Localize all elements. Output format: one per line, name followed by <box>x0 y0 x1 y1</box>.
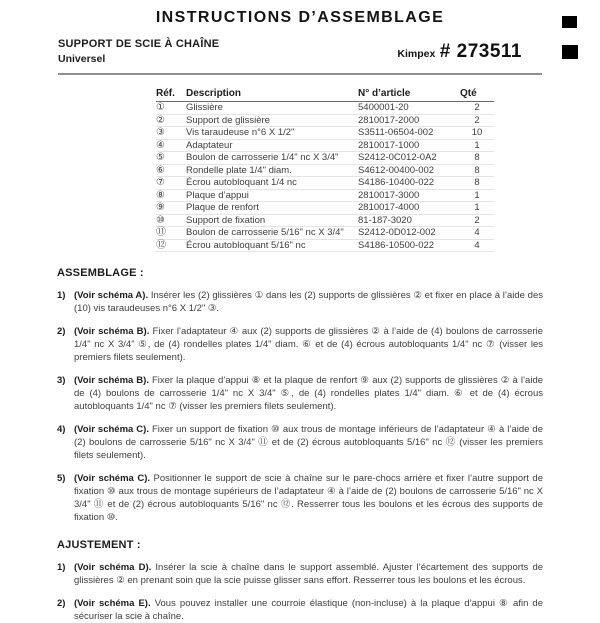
part-article: 2810017-2000 <box>358 114 460 127</box>
product-variant: Universel <box>58 53 106 65</box>
column-header-description: Description <box>186 88 358 102</box>
part-description: Rondelle plate 1/4" diam. <box>186 164 358 177</box>
table-row <box>156 152 494 165</box>
step-schema-ref: (Voir schéma E). <box>74 598 151 609</box>
step-body: Positionner le support de scie à chaîne sur le pare-chocs arrière et fixer l’autre support de fixation ⑩ aux trous de montage supérieurs de l’adaptateur ④ à l’aide de (2) boulons de carrosserie 5/16" nc X 3/4" ⑪ et de (2) écrous autobloquants 5/16" nc ⑫. Resserrer tous les boulons et les écrous des supports de fixation ⑩. <box>74 473 543 523</box>
part-article: 2810017-1000 <box>358 139 460 152</box>
step-schema-ref: (Voir schéma C). <box>74 473 150 484</box>
assembly-step-1 <box>0 289 600 315</box>
step-schema-ref: (Voir schéma D). <box>74 562 152 573</box>
part-description: Plaque d’appui <box>186 189 358 202</box>
part-ref: ⑦ <box>156 177 186 190</box>
part-ref: ⑥ <box>156 164 186 177</box>
part-qty: 4 <box>460 239 494 252</box>
part-description: Boulon de carrosserie 1/4" nc X 3/4" <box>186 152 358 165</box>
part-description: Adaptateur <box>186 139 358 152</box>
adjustment-step-1 <box>0 561 600 587</box>
instruction-sheet <box>0 9 600 623</box>
part-description: Plaque de renfort <box>186 202 358 215</box>
table-row <box>156 164 494 177</box>
part-ref: ④ <box>156 139 186 152</box>
part-qty: 8 <box>460 177 494 190</box>
step-number: 2) <box>57 598 66 609</box>
product-name: SUPPORT DE SCIE À CHAÎNE <box>58 38 220 50</box>
table-row <box>156 114 494 127</box>
part-description: Boulon de carrosserie 5/16" nc X 3/4" <box>186 227 358 240</box>
column-header-ref: Réf. <box>156 88 186 102</box>
step-text <box>74 423 543 462</box>
part-article: S2412-0D012-002 <box>358 227 460 240</box>
step-schema-ref: (Voir schéma B). <box>74 375 149 386</box>
table-row <box>156 177 494 190</box>
part-ref: ⑩ <box>156 214 186 227</box>
assembly-step-5 <box>0 472 600 524</box>
table-row <box>156 214 494 227</box>
part-qty: 1 <box>460 139 494 152</box>
part-article: 2810017-3000 <box>358 189 460 202</box>
part-qty: 2 <box>460 114 494 127</box>
parts-table-header-row <box>156 88 494 102</box>
step-text <box>74 597 543 623</box>
part-ref: ③ <box>156 127 186 140</box>
assembly-step-3 <box>0 374 600 413</box>
step-schema-ref: (Voir schéma B). <box>74 326 150 337</box>
assembly-step-4 <box>0 423 600 462</box>
part-number: # 273511 <box>439 41 522 62</box>
part-ref: ⑧ <box>156 189 186 202</box>
part-qty: 2 <box>460 214 494 227</box>
table-row <box>156 102 494 115</box>
part-qty: 2 <box>460 102 494 115</box>
part-description: Support de glissière <box>186 114 358 127</box>
part-description: Support de fixation <box>186 214 358 227</box>
part-article: 5400001-20 <box>358 102 460 115</box>
part-article: 2810017-4000 <box>358 202 460 215</box>
assembly-heading: ASSEMBLAGE : <box>57 267 144 279</box>
part-article: S4612-00400-002 <box>358 164 460 177</box>
step-text <box>74 325 543 364</box>
part-ref: ⑨ <box>156 202 186 215</box>
part-article: S2412-0C012-0A2 <box>358 152 460 165</box>
step-text <box>74 561 543 587</box>
part-description: Vis taraudeuse n°6 X 1/2" <box>186 127 358 140</box>
table-row <box>156 202 494 215</box>
brand-name: Kimpex <box>397 48 436 60</box>
page-title: INSTRUCTIONS D’ASSEMBLAGE <box>155 9 445 26</box>
table-row <box>156 239 494 252</box>
step-body: Fixer un support de fixation ⑩ aux trous de montage inférieurs de l’adaptateur ④ à l’aide de (2) boulons de carrosserie 5/16" nc X 3/4" ⑪ et de (2) écrous autobloquants 5/16" nc ⑫ (visser les premiers filets seulement). <box>74 424 544 461</box>
part-qty: 10 <box>460 127 494 140</box>
part-article: S4186-10400-022 <box>358 177 460 190</box>
part-number-block <box>397 41 522 63</box>
part-ref: ⑫ <box>156 239 186 252</box>
part-article: S4186-10500-022 <box>358 239 460 252</box>
column-header-qty: Qté <box>460 88 494 102</box>
step-body: Insérer les (2) glissières ① dans les (2) supports de glissières ② et fixer en place à l’aide des (10) vis taraudeuses n°6 X 1/2" ③. <box>74 290 543 314</box>
step-body: Fixer l’adaptateur ④ aux (2) supports de glissières ② à l’aide de (4) boulons de carrosserie 1/4" nc X 3/4" ⑤, de (4) rondelles plates 1/4" diam. ⑥ et de (4) écrous autobloquants 1/4" nc ⑦ (visser les premiers filets seulement). <box>74 326 544 363</box>
part-article: 81-187-3020 <box>358 214 460 227</box>
step-body: Fixer la plaque d’appui ⑧ et la plaque de renfort ⑨ aux (2) supports de glissières ② à l’aide de (4) boulons de carrosserie 1/4" nc X 3/4" ⑤, de (4) rondelles plates 1/4" diam. ⑥ et de (4) écrous autobloquants 1/4" nc ⑦ (visser les premiers filets seulement). <box>74 375 544 412</box>
column-header-article: N° d’article <box>358 88 460 102</box>
part-qty: 1 <box>460 202 494 215</box>
table-row <box>156 139 494 152</box>
part-description: Écrou autobloquant 1/4 nc <box>186 177 358 190</box>
part-qty: 1 <box>460 189 494 202</box>
step-text <box>74 289 543 315</box>
table-row <box>156 227 494 240</box>
step-text <box>74 472 543 524</box>
parts-table <box>156 88 494 252</box>
step-number: 5) <box>57 473 66 484</box>
step-body: Insérer la scie à chaîne dans le support assemblé. Ajuster l’écartement des supports de glissières ② en prenant soin que la scie puisse glisser sans effort. Resserrer tous les boulons et les écrous. <box>74 562 544 586</box>
part-qty: 8 <box>460 164 494 177</box>
table-row <box>156 127 494 140</box>
part-qty: 4 <box>460 227 494 240</box>
step-schema-ref: (Voir schéma A). <box>74 290 149 301</box>
step-number: 4) <box>57 424 66 435</box>
table-row <box>156 189 494 202</box>
part-ref: ⑤ <box>156 152 186 165</box>
part-article: S3511-06504-002 <box>358 127 460 140</box>
step-number: 1) <box>57 562 66 573</box>
assembly-step-2 <box>0 325 600 364</box>
adjustment-heading: AJUSTEMENT : <box>57 539 141 551</box>
step-text <box>74 374 543 413</box>
document-subheader <box>0 38 600 65</box>
part-ref: ⑪ <box>156 227 186 240</box>
step-number: 2) <box>57 326 66 337</box>
part-ref: ① <box>156 102 186 115</box>
step-body: Vous pouvez installer une courroie élastique (non-incluse) à la plaque d’appui ⑧ afin de sécuriser la scie à chaîne. <box>74 598 543 622</box>
header-divider <box>58 73 542 75</box>
part-qty: 8 <box>460 152 494 165</box>
print-registration-mark-bottom <box>562 45 578 59</box>
adjustment-step-2 <box>0 597 600 623</box>
print-registration-mark-top <box>562 16 577 28</box>
part-description: Écrou autobloquant 5/16" nc <box>186 239 358 252</box>
part-description: Glissière <box>186 102 358 115</box>
product-block <box>58 38 219 65</box>
step-number: 1) <box>57 290 66 301</box>
step-number: 3) <box>57 375 66 386</box>
step-schema-ref: (Voir schéma C). <box>74 424 149 435</box>
part-ref: ② <box>156 114 186 127</box>
